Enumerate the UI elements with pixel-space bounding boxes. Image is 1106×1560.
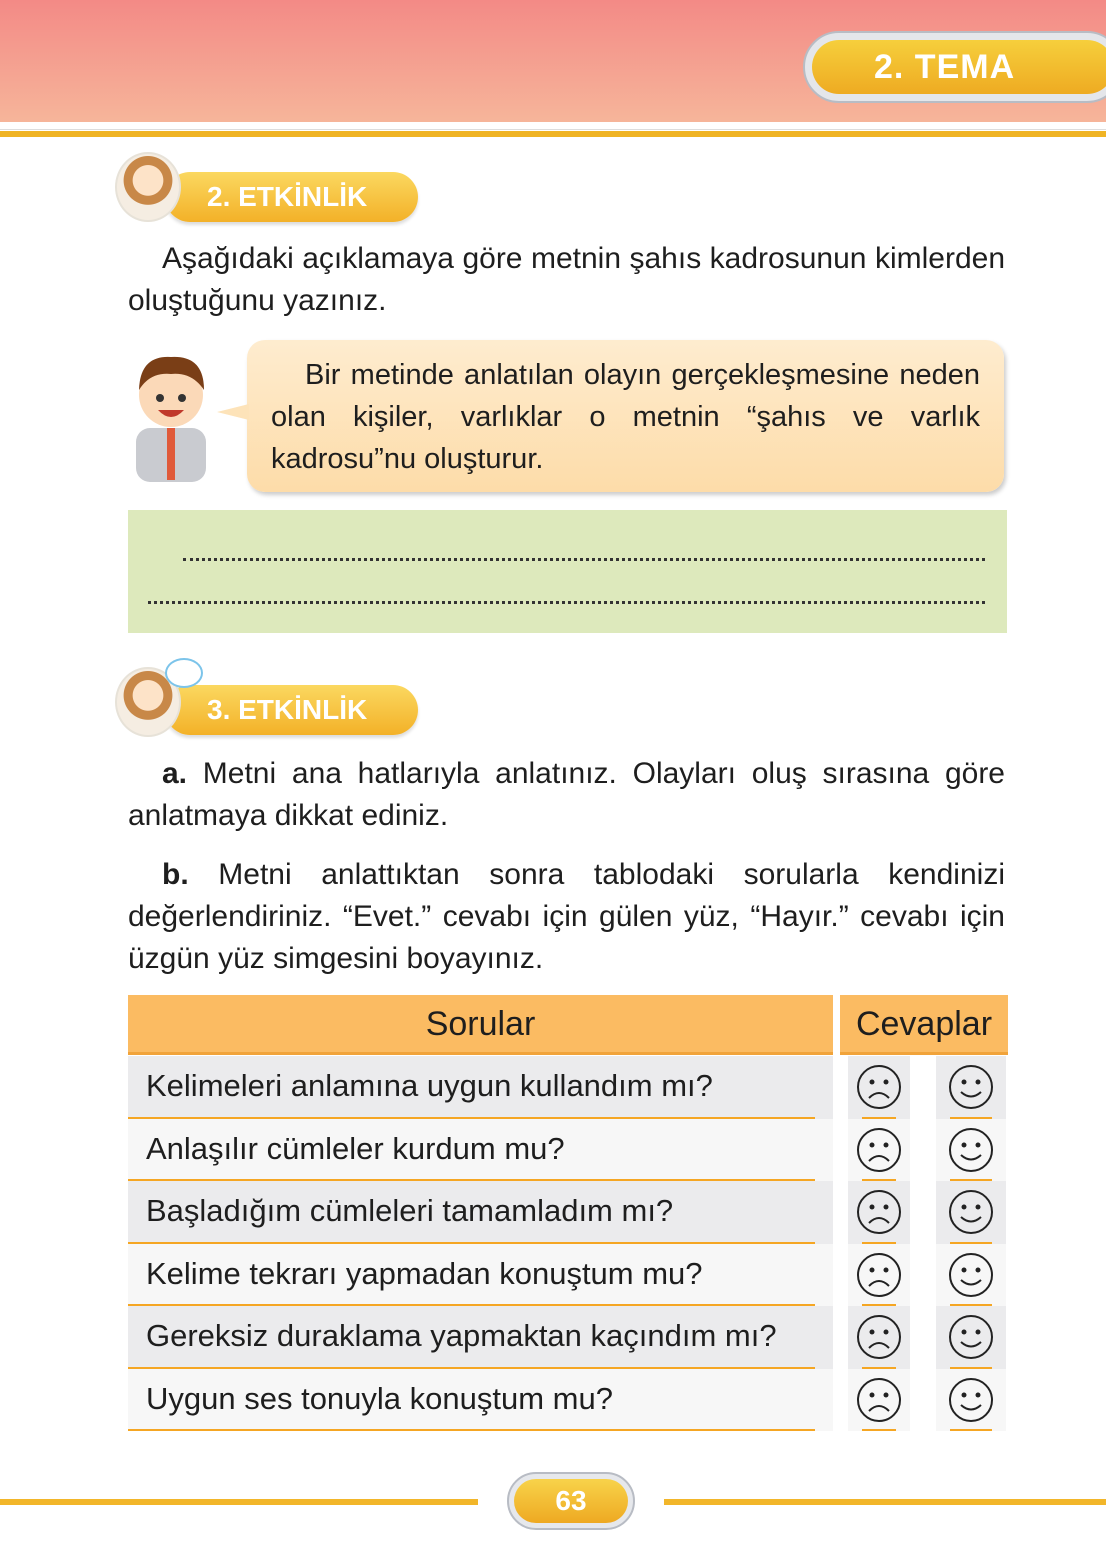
sad-face-icon[interactable] (848, 1244, 910, 1307)
question-text: Gereksiz duraklama yapmaktan kaçındım mı? (146, 1318, 777, 1353)
question-text: Kelimeleri anlamına uygun kullandım mı? (146, 1068, 713, 1103)
activity-3-badge (165, 685, 418, 735)
speech-bubble-icon (165, 658, 203, 688)
theme-label: 2. TEMA (812, 40, 1106, 94)
question-text: Kelime tekrarı yapmadan konuştum mu? (146, 1255, 703, 1291)
answer-line[interactable] (148, 601, 985, 604)
question-text: Anlaşılır cümleler kurdum mu? (146, 1130, 565, 1166)
item-label: a. (162, 757, 188, 790)
activity-2-badge (165, 172, 418, 222)
instruction-a (128, 753, 1005, 837)
table-row (128, 1244, 833, 1307)
happy-face-icon[interactable] (936, 1181, 1006, 1244)
activity-title: 3. ETKİNLİK (207, 694, 368, 725)
activity-title: 2. ETKİNLİK (207, 181, 368, 212)
answer-box[interactable] (128, 510, 1007, 633)
info-bubble (247, 340, 1004, 492)
item-text: Metni ana hatlarıyla anlatınız. Olayları oluş sırasına göre anlatmaya dikkat ediniz. (128, 757, 1005, 832)
table-row (128, 1369, 833, 1432)
girl-illustration-icon (115, 152, 181, 222)
instruction-text: Aşağıdaki açıklamaya göre metnin şahıs kadrosunun kimlerden oluştuğunu yazınız. (128, 242, 1005, 317)
table-row (128, 1306, 833, 1369)
table-row (128, 1119, 833, 1182)
divider (0, 122, 1106, 130)
instruction-b (128, 854, 1005, 980)
column-header-questions: Sorular (128, 995, 833, 1055)
sad-face-icon[interactable] (848, 1056, 910, 1119)
info-text: Bir metinde anlatılan olayın gerçekleşmesine neden olan kişiler, varlıklar o metnin “şahıs ve varlık kadrosu”nu oluşturur. (271, 359, 980, 475)
happy-face-icon[interactable] (936, 1369, 1006, 1432)
boy-illustration-icon (130, 350, 212, 482)
happy-face-icon[interactable] (936, 1306, 1006, 1369)
page-number-badge (507, 1472, 635, 1530)
page-number: 63 (514, 1479, 628, 1523)
happy-face-icon[interactable] (936, 1056, 1006, 1119)
item-text: Metni anlattıktan sonra tablodaki sorularla kendinizi değerlendiriniz. “Evet.” cevabı için gülen yüz, “Hayır.” cevabı için üzgün yüz simgesini boyayınız. (128, 858, 1005, 975)
sad-face-icon[interactable] (848, 1119, 910, 1182)
item-label: b. (162, 858, 189, 891)
footer-line (0, 1499, 478, 1505)
question-text: Başladığım cümleleri tamamladım mı? (146, 1193, 674, 1228)
divider (0, 131, 1106, 137)
sad-face-icon[interactable] (848, 1369, 910, 1432)
answer-line[interactable] (183, 558, 985, 561)
theme-badge (803, 31, 1106, 103)
happy-face-icon[interactable] (936, 1119, 1006, 1182)
sad-face-icon[interactable] (848, 1306, 910, 1369)
table-row (128, 1181, 833, 1244)
happy-face-icon[interactable] (936, 1244, 1006, 1307)
question-text: Uygun ses tonuyla konuştum mu? (146, 1380, 613, 1416)
column-header-answers: Cevaplar (840, 995, 1008, 1055)
sad-face-icon[interactable] (848, 1181, 910, 1244)
table-row (128, 1056, 833, 1119)
footer-line (664, 1499, 1106, 1505)
